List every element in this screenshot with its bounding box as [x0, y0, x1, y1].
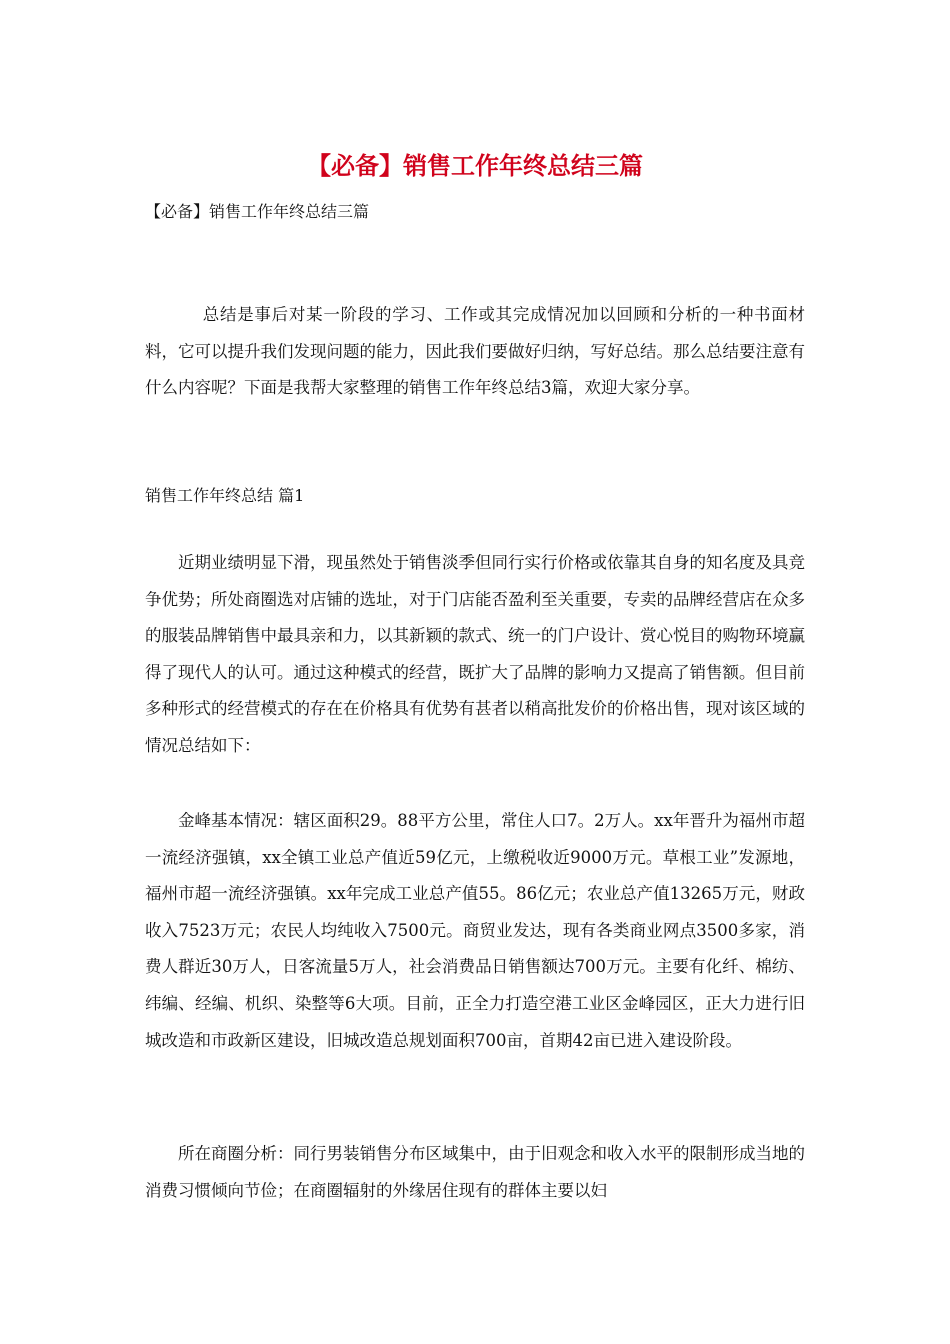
intro-paragraph: 总结是事后对某一阶段的学习、工作或其完成情况加以回顾和分析的一种书面材料，它可以提升我们发现问题的能力，因此我们要做好归纳，写好总结。那么总结要注意有什么内容呢？下面是我帮大家整理的销售工作年终总结3篇，欢迎大家分享。: [145, 305, 805, 398]
body-paragraph-2: 金峰基本情况：辖区面积29。88平方公里，常住人口7。2万人。xx年晋升为福州市超一流经济强镇，xx全镇工业总产值近59亿元，上缴税收近9000万元。草根工业”发源地，福州市超一流经济强镇。xx年完成工业总产值55。86亿元；农业总产值13265万元，财政收入7523万元；农民人均纯收入7500元。商贸业发达，现有各类商业网点3500多家，消费人群近30万人，日客流量5万人，社会消费品日销售额达700万元。主要有化纤、棉纺、纬编、经编、机织、染整等6大项。目前，正全力打造空港工业区金峰园区，正大力进行旧城改造和市政新区建设，旧城改造总规划面积700亩，首期42亩已进入建设阶段。: [145, 811, 805, 1050]
section-heading: 销售工作年终总结 篇1: [145, 486, 305, 505]
body-paragraph-3: 所在商圈分析：同行男装销售分布区域集中，由于旧观念和收入水平的限制形成当地的消费习惯倾向节俭；在商圈辐射的外缘居住现有的群体主要以妇: [145, 1144, 805, 1200]
document-title: 【必备】销售工作年终总结三篇: [307, 152, 643, 180]
body-paragraph-1: 近期业绩明显下滑，现虽然处于销售淡季但同行实行价格或依靠其自身的知名度及具竞争优势；所处商圈选对店铺的选址，对于门店能否盈利至关重要，专卖的品牌经营店在众多的服装品牌销售中最具亲和力，以其新颖的款式、统一的门户设计、赏心悦目的购物环境赢得了现代人的认可。通过这种模式的经营，既扩大了品牌的影响力又提高了销售额。但目前多种形式的经营模式的存在在价格具有优势有甚者以稍高批发价的价格出售，现对该区域的情况总结如下：: [145, 553, 805, 755]
document-subtitle: 【必备】销售工作年终总结三篇: [145, 202, 370, 221]
